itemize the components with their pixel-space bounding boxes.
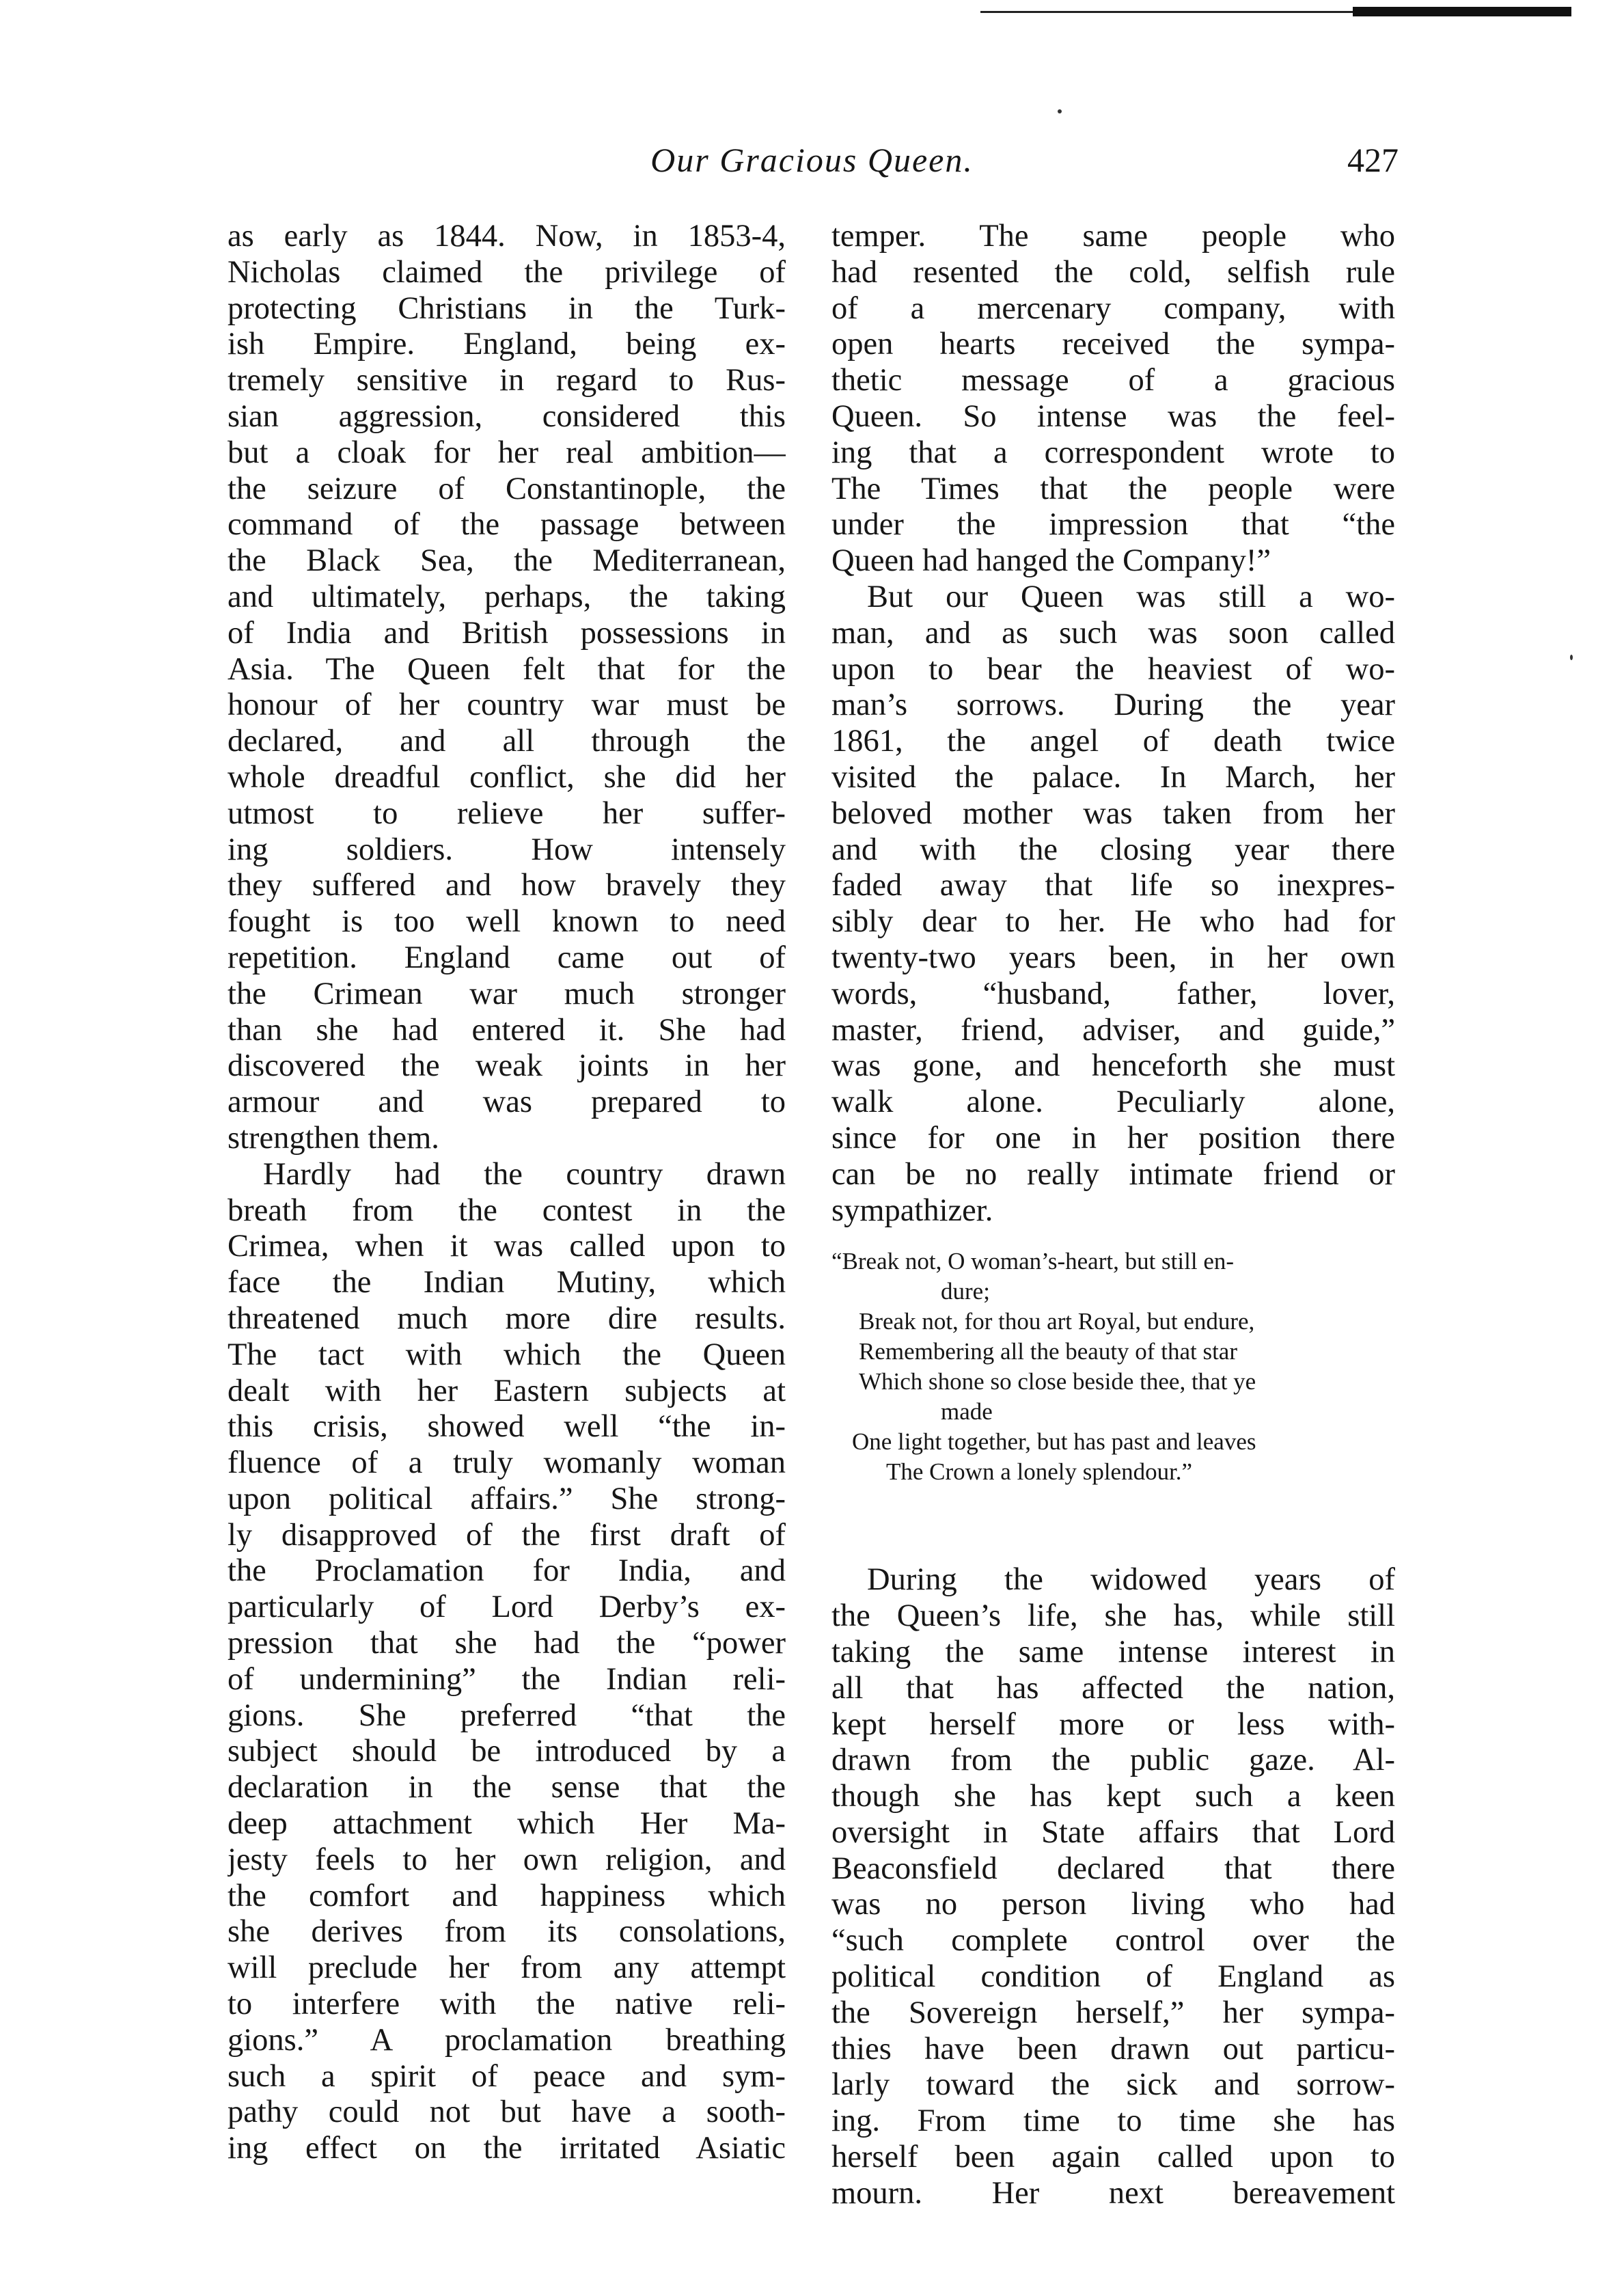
text-line: gions.” A proclamation breathing bbox=[228, 2022, 786, 2058]
text-line: since for one in her position there bbox=[831, 1120, 1395, 1156]
text-line: “such complete control over the bbox=[831, 1923, 1395, 1959]
text-line: honour of her country war must be bbox=[228, 687, 786, 723]
text-line: open hearts received the sympa- bbox=[831, 327, 1395, 362]
text-line: ing soldiers. How intensely bbox=[228, 832, 786, 867]
text-line: Crimea, when it was called upon to bbox=[228, 1229, 786, 1264]
text-line: of undermining” the Indian reli- bbox=[228, 1661, 786, 1697]
text-line: Asia. The Queen felt that for the bbox=[228, 651, 786, 687]
text-line: can be no really intimate friend or bbox=[831, 1156, 1395, 1192]
text-line: she derives from its consolations, bbox=[228, 1914, 786, 1950]
text-line: as early as 1844. Now, in 1853-4, bbox=[228, 219, 786, 254]
poem-line: Break not, for thou art Royal, but endure, bbox=[859, 1308, 1255, 1335]
text-line: had resented the cold, selfish rule bbox=[831, 254, 1395, 290]
text-line: During the widowed years of bbox=[867, 1562, 1395, 1598]
text-line: Queen had hanged the Company!” bbox=[831, 543, 1271, 579]
text-line: utmost to relieve her suffer- bbox=[228, 795, 786, 831]
text-line: taking the same intense interest in bbox=[831, 1634, 1395, 1669]
text-line: face the Indian Mutiny, which bbox=[228, 1265, 786, 1300]
running-title: Our Gracious Queen. bbox=[650, 141, 974, 179]
text-line: the seizure of Constantinople, the bbox=[228, 471, 786, 506]
text-line: armour and was prepared to bbox=[228, 1085, 786, 1120]
text-line: mourn. Her next bereavement bbox=[831, 2175, 1395, 2211]
text-line: the Crimean war much stronger bbox=[228, 976, 786, 1011]
text-line: herself been again called upon to bbox=[831, 2140, 1395, 2175]
text-line: dealt with her Eastern subjects at bbox=[228, 1373, 786, 1408]
text-line: discovered the weak joints in her bbox=[228, 1048, 786, 1084]
text-line: thetic message of a gracious bbox=[831, 363, 1395, 398]
text-line: ing that a correspondent wrote to bbox=[831, 435, 1395, 470]
text-line: was gone, and henceforth she must bbox=[831, 1048, 1395, 1084]
text-line: pathy could not but have a sooth- bbox=[228, 2095, 786, 2130]
left-column bbox=[228, 219, 786, 2167]
text-line: walk alone. Peculiarly alone, bbox=[831, 1085, 1395, 1120]
poem-line: made bbox=[941, 1398, 993, 1426]
poem-line: “Break not, O woman’s-heart, but still en- bbox=[831, 1248, 1235, 1275]
text-line: command of the passage between bbox=[228, 507, 786, 543]
text-line: and with the closing year there bbox=[831, 832, 1395, 867]
text-line: The tact with which the Queen bbox=[228, 1337, 786, 1372]
text-line: was no person living who had bbox=[831, 1887, 1395, 1922]
text-line: particularly of Lord Derby’s ex- bbox=[228, 1590, 786, 1625]
text-line: subject should be introduced by a bbox=[228, 1734, 786, 1769]
text-line: to interfere with the native reli- bbox=[228, 1987, 786, 2022]
text-line: deep attachment which Her Ma- bbox=[228, 1806, 786, 1842]
text-line: ly disapproved of the first draft of bbox=[228, 1517, 786, 1553]
text-line: Queen. So intense was the feel- bbox=[831, 398, 1395, 434]
text-line: of a mercenary company, with bbox=[831, 290, 1395, 326]
text-line: gions. She preferred “that the bbox=[228, 1697, 786, 1733]
text-line: under the impression that “the bbox=[831, 507, 1395, 543]
text-line: the Black Sea, the Mediterranean, bbox=[228, 543, 786, 579]
text-line: and ultimately, perhaps, the taking bbox=[228, 579, 786, 614]
text-line: breath from the contest in the bbox=[228, 1192, 786, 1228]
poem-line: Which shone so close beside thee, that ye bbox=[859, 1368, 1256, 1395]
text-line: twenty-two years been, in her own bbox=[831, 940, 1395, 975]
text-line: kept herself more or less with- bbox=[831, 1706, 1395, 1742]
text-line: man’s sorrows. During the year bbox=[831, 687, 1395, 723]
text-line: but a cloak for her real ambition— bbox=[228, 435, 786, 470]
text-line: But our Queen was still a wo- bbox=[867, 579, 1395, 614]
text-line: the Proclamation for India, and bbox=[228, 1553, 786, 1589]
text-line: repetition. England came out of bbox=[228, 940, 786, 975]
right-column bbox=[831, 219, 1395, 2212]
top-rule bbox=[980, 7, 1571, 16]
text-line: they suffered and how bravely they bbox=[228, 868, 786, 903]
text-line: than she had entered it. She had bbox=[228, 1012, 786, 1048]
text-line: drawn from the public gaze. Al- bbox=[831, 1743, 1395, 1778]
top-rule-thick bbox=[1353, 7, 1571, 16]
poem-line: One light together, but has past and leaves bbox=[852, 1428, 1256, 1456]
text-line: will preclude her from any attempt bbox=[228, 1950, 786, 1986]
text-line: though she has kept such a keen bbox=[831, 1779, 1395, 1814]
text-line: The Times that the people were bbox=[831, 471, 1395, 506]
text-line: political condition of England as bbox=[831, 1959, 1395, 1995]
poem-line: The Crown a lonely splendour.” bbox=[886, 1458, 1193, 1486]
text-line: whole dreadful conflict, she did her bbox=[228, 759, 786, 795]
text-line: tremely sensitive in regard to Rus- bbox=[228, 363, 786, 398]
page-number: 427 bbox=[1347, 141, 1399, 179]
text-line: such a spirit of peace and sym- bbox=[228, 2058, 786, 2094]
text-line: all that has affected the nation, bbox=[831, 1670, 1395, 1706]
text-line: fought is too well known to need bbox=[228, 904, 786, 940]
text-line: declaration in the sense that the bbox=[228, 1770, 786, 1805]
text-line: faded away that life so inexpres- bbox=[831, 868, 1395, 903]
text-line: visited the palace. In March, her bbox=[831, 759, 1395, 795]
text-line: jesty feels to her own religion, and bbox=[228, 1842, 786, 1877]
text-line: protecting Christians in the Turk- bbox=[228, 290, 786, 326]
text-line: sian aggression, considered this bbox=[228, 398, 786, 434]
poem-line: dure; bbox=[941, 1278, 990, 1305]
text-line: thies have been drawn out particu- bbox=[831, 2031, 1395, 2067]
text-line: declared, and all through the bbox=[228, 724, 786, 759]
text-line: fluence of a truly womanly woman bbox=[228, 1445, 786, 1481]
text-line: ing. From time to time she has bbox=[831, 2103, 1395, 2139]
text-line: sibly dear to her. He who had for bbox=[831, 904, 1395, 940]
text-line: Nicholas claimed the privilege of bbox=[228, 254, 786, 290]
text-line: of India and British possessions in bbox=[228, 615, 786, 651]
text-line: this crisis, showed well “the in- bbox=[228, 1409, 786, 1445]
text-line: man, and as such was soon called bbox=[831, 615, 1395, 651]
text-line: Hardly had the country drawn bbox=[263, 1156, 786, 1192]
text-line: Beaconsfield declared that there bbox=[831, 1851, 1395, 1886]
text-line: ing effect on the irritated Asiatic bbox=[228, 2131, 786, 2166]
text-line: the comfort and happiness which bbox=[228, 1878, 786, 1913]
text-line: pression that she had the “power bbox=[228, 1626, 786, 1661]
text-line: upon to bear the heaviest of wo- bbox=[831, 651, 1395, 687]
poem-quotation bbox=[831, 1246, 1395, 1487]
text-line: beloved mother was taken from her bbox=[831, 795, 1395, 831]
poem-line: Remembering all the beauty of that star bbox=[859, 1338, 1237, 1365]
text-line: oversight in State affairs that Lord bbox=[831, 1814, 1395, 1850]
text-line: words, “husband, father, lover, bbox=[831, 976, 1395, 1011]
text-line: 1861, the angel of death twice bbox=[831, 724, 1395, 759]
text-line: sympathizer. bbox=[831, 1192, 993, 1228]
text-line: strengthen them. bbox=[228, 1120, 439, 1156]
print-speck bbox=[1058, 109, 1062, 113]
text-line: larly toward the sick and sorrow- bbox=[831, 2067, 1395, 2103]
text-line: the Queen’s life, she has, while still bbox=[831, 1598, 1395, 1634]
text-line: master, friend, adviser, and guide,” bbox=[831, 1012, 1395, 1048]
text-line: threatened much more dire results. bbox=[228, 1300, 786, 1336]
text-line: ish Empire. England, being ex- bbox=[228, 327, 786, 362]
print-speck bbox=[1570, 655, 1573, 660]
text-line: the Sovereign herself,” her sympa- bbox=[831, 1995, 1395, 2030]
text-line: upon political affairs.” She strong- bbox=[228, 1481, 786, 1516]
text-line: temper. The same people who bbox=[831, 219, 1395, 254]
